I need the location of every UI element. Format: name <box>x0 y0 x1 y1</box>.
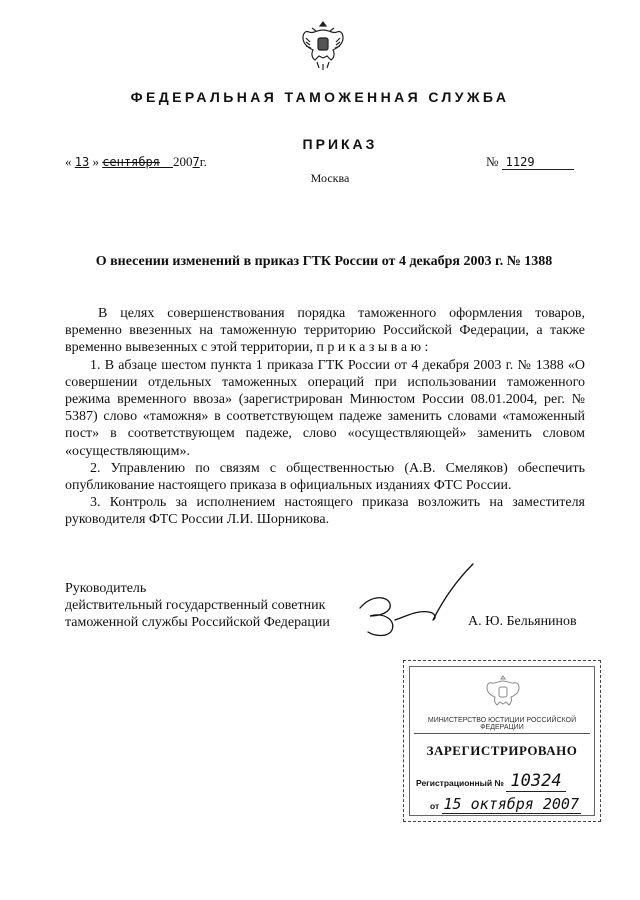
signer-name: А. Ю. Бельянинов <box>468 614 577 629</box>
signer-title-line-3: таможенной службы Российской Федерации <box>65 615 330 631</box>
signer-title-line-2: действительный государственный советник <box>65 598 326 614</box>
date-close-quote: » <box>92 154 99 169</box>
number-label: № <box>486 154 499 169</box>
stamp-registration-date <box>430 795 581 813</box>
stamp-date-prefix: от <box>430 801 440 811</box>
stamp-ministry: МИНИСТЕРСТВО ЮСТИЦИИ РОССИЙСКОЙ ФЕДЕРАЦИИ <box>414 717 590 734</box>
stamp-emblem-icon <box>485 673 521 713</box>
item-2-paragraph: 2. Управлению по связям с общественностью (А.В. Смеляков) обеспечить опубликование настоящего приказа в официальных изданиях ФТС России. <box>65 460 585 494</box>
number-value: 1129 <box>502 155 574 170</box>
date-year-prefix: 200 <box>173 154 193 169</box>
signer-title <box>65 580 330 632</box>
document-type: ПРИКАЗ <box>302 136 378 152</box>
intro-paragraph: В целях совершенствования порядка таможенного оформления товаров, временно ввезенных на таможенную территорию Российской Федерации, а также временно вывезенных с этой территории, п р и к а з ы в а ю : <box>65 306 585 356</box>
item-1-paragraph: 1. В абзаце шестом пункта 1 приказа ГТК России от 4 декабря 2003 г. № 1388 «О совершении отдельных таможенных операций при использовании таможенного режима временного ввоза» (зарегистрирован Минюстом России 08.01.2004, рег. № 5387) слово «таможня» в соответствующем падеже заменить словами «таможенный пост» в соответствующем падеже, слово «осуществляющей» заменить словом «осуществляющим». <box>65 357 585 459</box>
date-month: сентября <box>102 155 160 169</box>
item-3-paragraph: 3. Контроль за исполнением настоящего приказа возложить на заместителя руководителя ФТС России Л.И. Шорникова. <box>65 495 585 528</box>
date-year-digit: 7 <box>192 155 200 169</box>
document-number <box>486 154 574 170</box>
document-city: Москва <box>310 171 350 185</box>
document-body <box>65 305 585 529</box>
date-year-suffix: г. <box>199 154 207 169</box>
registration-stamp <box>403 660 601 822</box>
document-date <box>65 154 207 170</box>
signer-title-line-1: Руководитель <box>65 581 147 596</box>
stamp-registration-number <box>416 771 566 791</box>
handwritten-signature <box>355 560 485 640</box>
date-open-quote: « <box>65 154 72 169</box>
agency-name: ФЕДЕРАЛЬНАЯ ТАМОЖЕННАЯ СЛУЖБА <box>130 89 510 105</box>
stamp-reg-label: Регистрационный № <box>416 778 504 788</box>
date-day: 13 <box>74 155 90 169</box>
stamp-reg-number: 10324 <box>506 771 565 792</box>
document-heading: О внесении изменений в приказ ГТК России от 4 декабря 2003 г. № 1388 <box>95 254 553 269</box>
stamp-date-value: 15 октября 2007 <box>443 795 579 813</box>
coat-of-arms-emblem <box>300 18 346 72</box>
stamp-status: ЗАРЕГИСТРИРОВАНО <box>426 743 578 758</box>
